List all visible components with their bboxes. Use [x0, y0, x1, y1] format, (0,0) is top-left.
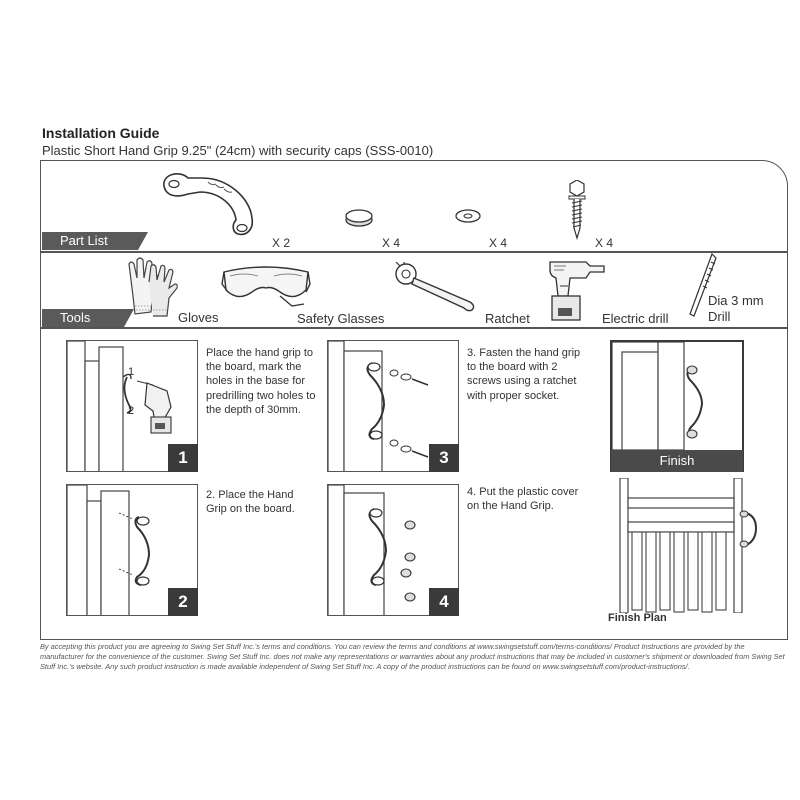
security-cap-icon	[344, 206, 374, 228]
step-3-text: 3. Fasten the hand grip to the board with 2 screws using a ratchet with proper socket.	[467, 347, 581, 402]
lag-screw-icon	[566, 180, 588, 240]
part-list-tab: Part List	[42, 232, 138, 250]
tool-ratchet-label: Ratchet	[485, 311, 530, 326]
tool-safety-glasses-label: Safety Glasses	[297, 311, 385, 326]
page-title: Installation Guide	[42, 125, 160, 141]
step-4-number: 4	[429, 588, 459, 616]
tool-gloves-label: Gloves	[178, 310, 219, 325]
page-subtitle: Plastic Short Hand Grip 9.25" (24cm) with security caps (SSS-0010)	[42, 143, 434, 158]
lag-screw-qty: X 4	[595, 236, 614, 250]
step-1-text: Place the hand grip to the board, mark the holes in the base for predrilling two holes to the depth of 30mm.	[206, 347, 316, 416]
hand-grip-qty: X 2	[272, 236, 291, 250]
step-4-text: 4. Put the plastic cover on the Hand Grip.	[467, 486, 579, 513]
tool-electric-drill-label: Electric drill	[602, 311, 669, 326]
finish-illustration	[612, 342, 742, 450]
hand-grip-icon	[158, 168, 268, 240]
washer-qty: X 4	[489, 236, 508, 250]
footer-disclaimer: By accepting this product you are agreeing to Swing Set Stuff Inc.'s terms and conditions. You can review the terms and conditions at www.swingsetstuff.com/terms-conditions/ Product Instructions are provided by the manufacturer for the convenience of the customer. Swing Set Stuff Inc. does not make any representations or warranties about any product instructions that may be included in customer's shipment or downloaded from Swing Set Stuff Inc.'s website. Any such product instruction is made available independent of Swing Set Stuff Inc. A copy of the product instructions can be found on www.swingsetstuff.com/product-instructions/.	[40, 642, 785, 671]
divider-tools	[40, 327, 788, 329]
step-1-mark-1: 1	[128, 366, 135, 378]
electric-drill-icon	[546, 256, 608, 326]
security-cap-qty: X 4	[382, 236, 401, 250]
step-3-number: 3	[429, 444, 459, 472]
finish-label: Finish	[611, 450, 743, 472]
safety-glasses-icon	[220, 262, 312, 312]
step-2-number: 2	[168, 588, 198, 616]
tools-tab: Tools	[42, 309, 124, 327]
finish-plan-label: Finish Plan	[608, 612, 667, 624]
finish-plan-illustration	[610, 478, 770, 613]
divider-parts	[40, 251, 788, 253]
gloves-icon	[123, 256, 183, 320]
tool-drill-bit-label: Dia 3 mm Drill	[708, 293, 764, 324]
step-2-text: 2. Place the Hand Grip on the board.	[206, 489, 295, 516]
step-1-mark-2: 2	[128, 405, 135, 417]
ratchet-icon	[392, 262, 478, 312]
step-1-number: 1	[168, 444, 198, 472]
washer-icon	[455, 208, 481, 224]
